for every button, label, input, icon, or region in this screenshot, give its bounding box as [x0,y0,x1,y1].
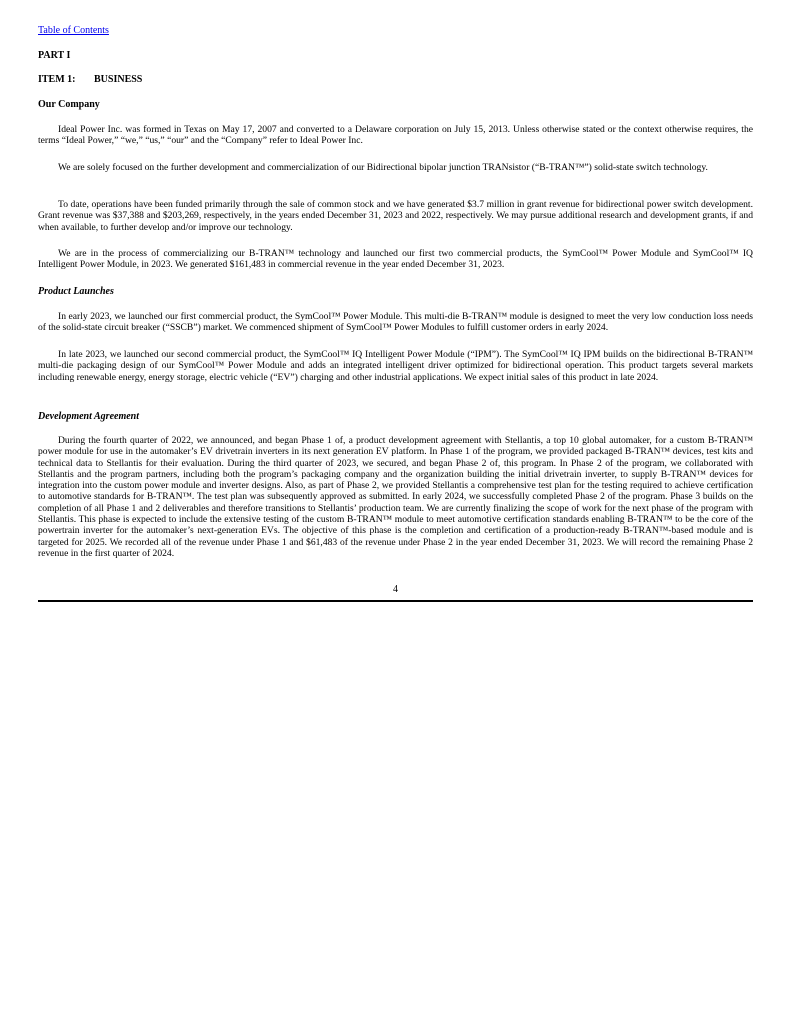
section-heading-our-company: Our Company [38,99,100,110]
paragraph-symcool-iq-launch: In late 2023, we launched our second commercial product, the SymCool™ IQ Intelligent Power Module (“IPM”). The SymCool™ IQ IPM builds on the bidirectional B-TRAN™ multi-die packaging design of our SymCool™ Power Module and adds an integrated intelligent driver optimized for bidirectional operation. This product targets several markets including renewable energy, energy storage, electric vehicle (“EV”) charging and other industrial applications. We expect initial sales of this product in late 2024. [38,349,753,383]
page-number: 4 [393,584,398,595]
paragraph-stellantis-agreement: During the fourth quarter of 2022, we announced, and began Phase 1 of, a product development agreement with Stellantis, a top 10 global automaker, for a custom B-TRAN™ power module for use in the automaker’s EV drivetrain inverters in its next generation EV platform. In Phase 1 of the program, we provided packaged B-TRAN™ devices, test kits and technical data to Stellantis for their evaluation. During the third quarter of 2023, we secured, and began Phase 2 of, this program. In Phase 2 of the program, we collaborated with Stellantis and the program partners, including both the program’s packaging company and the organization building the initial drivetrain inverter, to supply B-TRAN™ devices for integration into the custom power module and inverter designs. Also, as part of Phase 2, we provided Stellantis a comprehensive test plan for the testing required to achieve certification to automotive standards for B-TRAN™. The test plan was subsequently approved as submitted. In early 2024, we successfully completed Phase 2 of the program. Phase 3 builds on the completion of all Phase 1 and 2 deliverables and therefore transitions to Stellantis’ production team. We are currently finalizing the scope of work for the next phase of the program with Stellantis. This phase is expected to include the extensive testing of the custom B-TRAN™ module to meet automotive certification standards enabling B-TRAN™ to be the core of the powertrain inverter for the automaker’s next-generation EVs. The objective of this phase is the completion and certification of a production-ready B-TRAN™-based module and is targeted for 2025. We recorded all of the revenue under Phase 1 and $61,483 of the revenue under Phase 2 in the year ended December 31, 2023. We will record the remaining Phase 2 revenue in the first quarter of 2024. [38,435,753,559]
paragraph-funding: To date, operations have been funded primarily through the sale of common stock and we have generated $3.7 million in grant revenue for bidirectional power switch development. Grant revenue was $37,388 and $203,269, respectively, in the years ended December 31, 2023 and 2022, respectively. We may pursue additional research and development grants, if and when available, to further develop and/or improve our technology. [38,199,753,233]
section-heading-product-launches: Product Launches [38,286,114,297]
paragraph-company-formation: Ideal Power Inc. was formed in Texas on May 17, 2007 and converted to a Delaware corporation on July 15, 2013. Unless otherwise stated or the context otherwise requires, the terms “Ideal Power,” “we,” “us,” “our” and the “Company” refer to Ideal Power Inc. [38,124,753,147]
item-heading [38,74,753,85]
page-divider [38,600,753,602]
item-number: ITEM 1: [38,74,76,85]
section-heading-development-agreement: Development Agreement [38,411,139,422]
table-of-contents-link[interactable]: Table of Contents [38,25,109,36]
paragraph-symcool-launch: In early 2023, we launched our first commercial product, the SymCool™ Power Module. This multi-die B-TRAN™ module is designed to meet the very low conduction loss needs of the solid-state circuit breaker (“SSCB”) market. We commenced shipment of SymCool™ Power Modules to fulfill customer orders in early 2024. [38,311,753,334]
part-label: PART I [38,50,71,61]
item-title: BUSINESS [94,74,143,85]
paragraph-btran-focus: We are solely focused on the further development and commercialization of our Bidirectional bipolar junction TRANsistor (“B-TRAN™”) solid-state switch technology. [58,162,708,173]
paragraph-commercialization: We are in the process of commercializing our B-TRAN™ technology and launched our first two commercial products, the SymCool™ Power Module and SymCool™ IQ Intelligent Power Module, in 2023. We generated $161,483 in commercial revenue in the year ended December 31, 2023. [38,248,753,271]
